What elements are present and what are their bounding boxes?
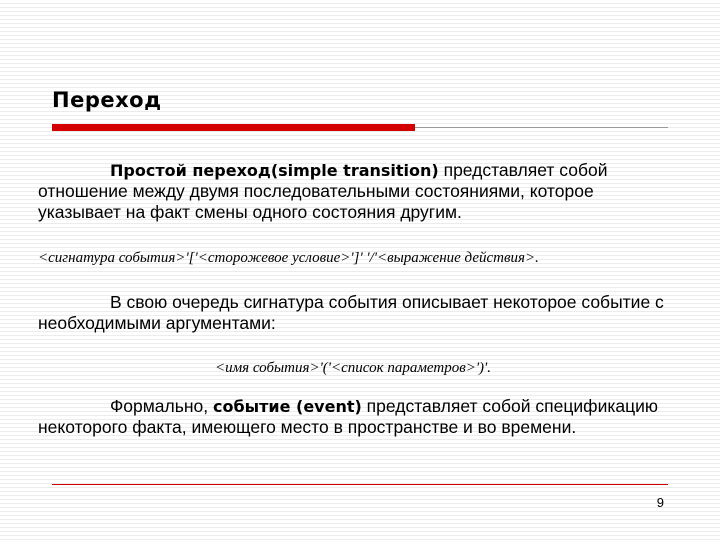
term-simple-transition-en: (simple transition) — [270, 161, 439, 180]
title-underline-red — [52, 124, 415, 131]
definition-text: представляет собой отношение между двумя последовательными состояниями, которое указывает на факт смены одного состояния другим. — [38, 160, 608, 222]
event-signature-formula: <имя события>'('<список параметров>')'. — [214, 360, 492, 376]
event-definition-paragraph — [38, 396, 668, 438]
slide-content — [38, 160, 668, 438]
page-number: 9 — [656, 495, 664, 510]
transition-syntax-formula: <сигнатура события>'['<сторожевое условие>']' '/'<выражение действия>. — [38, 250, 539, 266]
event-definition-text: представляет собой спецификацию некоторого факта, имеющего место в пространстве и во времени. — [38, 396, 659, 437]
slide-title: Переход — [52, 88, 162, 112]
definition-paragraph — [38, 160, 668, 223]
footer-rule — [52, 484, 668, 485]
term-simple-transition: Простой переход — [110, 161, 271, 180]
term-event-en: (event) — [290, 397, 362, 416]
term-event: событие — [212, 397, 291, 416]
title-underline-gray — [415, 127, 668, 128]
event-lead-text: Формально, — [110, 396, 213, 416]
event-signature-paragraph: В свою очередь сигнатура события описывает некоторое событие с необходимыми аргументами: — [38, 292, 664, 333]
